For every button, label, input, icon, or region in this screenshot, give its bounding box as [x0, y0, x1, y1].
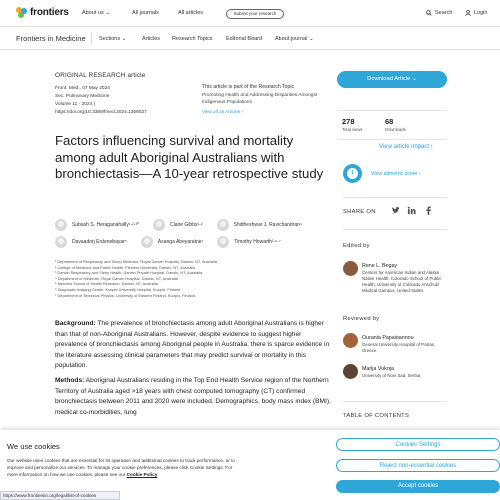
nav-all-articles[interactable]: All articles [178, 10, 204, 16]
reviewer-name: Ourania Papaioannou [362, 335, 414, 341]
background-text: The prevalence of bronchiectasis among adult Aboriginal Australians is higher than that of non-Aboriginal Australians. However, despite evidence to suggest higher prevalence of bronchiectasis among Aboriginal people in Australia, there is sparce evidence in the literature assessing clinical parameters that may predict survival or mortality in this population. [55, 320, 330, 370]
top-navbar [0, 0, 500, 27]
user-icon [465, 10, 471, 16]
accept-cookies-button[interactable]: Accept cookies [336, 480, 500, 493]
chevron-down-icon: ⌄ [105, 10, 110, 16]
editor-affiliation: Centers for American Indian and Alaska Native Health, Colorado School of Public Health, University of Colorado Anschutz Medical Campus, United States [362, 270, 442, 293]
methods-label: Methods: [55, 376, 85, 384]
affiliation: ⁵ Menzies School of Health Research, Darwin, NT, Australia [55, 281, 158, 287]
reviewed-by-label: Reviewed by [343, 316, 380, 322]
reject-cookies-button[interactable]: Reject non-essential cookies [336, 459, 500, 472]
status-bar-url: https://www.frontiersin.org/legal/list-of-cookies [0, 491, 120, 500]
facebook-icon[interactable] [424, 206, 433, 215]
research-topic-name[interactable]: Promoting Health and Addressing Disparities Amongst Indigenous Populations [202, 93, 318, 105]
journal-navbar [0, 27, 500, 50]
doi-link[interactable]: https://doi.org/10.3389/fmed.2024.1366037 [55, 110, 147, 115]
affiliation: ⁷ Department of Technical Physics, University of Eastern Finland, Kuopio, Finland [55, 292, 195, 298]
author-avatar [55, 236, 67, 248]
twitter-icon[interactable] [391, 206, 400, 215]
author-name[interactable]: Asanga Abeyaratne¹ [157, 239, 204, 245]
views-count: 278 [342, 117, 355, 126]
affiliation: ⁴ Department of Medicine, Royal Darwin Hospital, Darwin, NT, Australia [55, 275, 178, 281]
reviewer-affiliation: General University Hospital of Patras, Greece [362, 342, 436, 353]
download-article-button[interactable]: Download Article ⌄ [337, 71, 447, 88]
cookie-text: Our website uses cookies that are essential for its operation and additional cookies to track performance, or to improve and personalize our services. To manage your cookie preferences, please click Cookie Settings. For more information on how we use cookies, please see our Cookie Policy [7, 458, 235, 478]
views-label: Total views [342, 127, 363, 132]
article-type: ORIGINAL RESEARCH article [55, 72, 146, 79]
linkedin-icon[interactable] [407, 206, 416, 215]
editor-card[interactable] [343, 261, 450, 294]
total-views-stat [342, 117, 362, 132]
author-avatar [153, 219, 165, 231]
reviewer-card[interactable] [343, 364, 450, 379]
search-button[interactable]: Search [426, 10, 452, 16]
divider [343, 229, 447, 230]
altmetric-badge[interactable] [343, 164, 362, 183]
frontiers-logo-icon [16, 7, 27, 18]
editor-name: Rene L. Begay [362, 263, 398, 269]
nav-editorial-board[interactable]: Editorial Board [226, 35, 263, 42]
table-of-contents-label[interactable]: TABLE OF CONTENTS [343, 413, 410, 419]
frontiers-logo[interactable] [16, 7, 69, 18]
reviewer-avatar [343, 364, 358, 379]
view-article-impact-link[interactable]: View article impact › [379, 144, 433, 150]
share-on-label: SHARE ON [343, 209, 376, 215]
affiliation: ² College of Medicine and Public Health, Flinders University, Darwin, NT, Australia [55, 264, 196, 270]
downloads-stat [385, 117, 406, 132]
cookie-policy-link[interactable]: Cookie Policy [126, 472, 158, 478]
brand-name: frontiers [30, 7, 69, 18]
divider [343, 401, 447, 402]
cookie-title: We use cookies [7, 442, 60, 451]
chevron-down-icon: ⌄ [411, 76, 417, 82]
article-title: Factors influencing survival and mortality among adult Aboriginal Australians with bronchiectasis—A 10-year retrospective study [55, 133, 324, 181]
nav-about-journal[interactable]: About journal ⌄ [275, 35, 314, 42]
cookie-banner [0, 430, 500, 500]
author-name[interactable]: Claire Gibbs¹·² [169, 222, 203, 228]
authors-row-2 [55, 236, 281, 248]
view-altmetric-link[interactable]: View altmetric score › [371, 171, 421, 177]
downloads-label: Downloads [385, 127, 406, 132]
journal-section[interactable]: Sec. Pulmonary Medicine [55, 94, 110, 99]
altmetric-score: 1 [347, 168, 358, 179]
abstract-background [55, 319, 335, 372]
author-avatar [217, 219, 229, 231]
divider [91, 32, 92, 45]
affiliation: ¹ Department of Respiratory and Sleep Medicine, Royal Darwin Hospital, Darwin, NT, Australia [55, 259, 217, 264]
submit-research-button[interactable]: Submit your research [226, 9, 284, 19]
background-label: Background: [55, 320, 96, 327]
author-name[interactable]: Subash S. Heraganahally¹·²·³* [72, 222, 139, 228]
editor-avatar [343, 261, 358, 276]
authors-row-1 [55, 219, 302, 231]
article-stats [337, 110, 447, 140]
affiliation: ³ Darwin Respiratory and Sleep Health, Darwin Private Hospital, Darwin, NT, Australia [55, 270, 203, 276]
journal-title[interactable]: Frontiers in Medicine [16, 34, 86, 43]
search-icon [426, 10, 432, 16]
chevron-down-icon: ⌄ [308, 35, 314, 42]
author-avatar [141, 236, 153, 248]
nav-research-topics[interactable]: Research Topics [172, 35, 213, 42]
methods-text: Aboriginal Australians residing in the Top End Health Service region of the Northern Territory of Australia aged >18 years with chest computed tomography (CT) confirmed bronchiectasis between 2011 and 2020 were included. Demographics, body mass index (BMI), medical co-morbidities, lung [55, 376, 331, 416]
affiliation: ⁶ Diagnostic Imaging Center, Kuopio University Hospital, Kuopio, Finland [55, 286, 181, 292]
view-all-articles-link[interactable]: View all 16 Articles › [202, 109, 244, 114]
volume-info[interactable]: Volume 11 - 2024 | [55, 102, 95, 107]
login-button[interactable]: Login [465, 10, 487, 16]
reviewer-name: Marija Vukoja [362, 366, 394, 372]
reviewer-card[interactable] [343, 333, 450, 354]
author-name[interactable]: Davaadorj Erdenebayar⁵ [72, 239, 127, 245]
reviewer-affiliation: University of Novi Sad, Serbia [362, 373, 421, 378]
affiliations-list [55, 259, 335, 298]
nav-all-journals[interactable]: All journals [132, 10, 159, 16]
reviewer-avatar [343, 333, 358, 348]
downloads-count: 68 [385, 117, 394, 126]
chevron-down-icon: ⌄ [121, 35, 127, 42]
abstract [55, 319, 335, 418]
nav-about-us[interactable]: About us ⌄ [82, 10, 110, 16]
research-topic-box [202, 84, 337, 114]
edited-by-label: Edited by [343, 243, 370, 249]
journal-date: Front. Med., 07 May 2024 [55, 86, 110, 91]
abstract-methods [55, 376, 335, 418]
nav-articles[interactable]: Articles [142, 35, 161, 42]
author-avatar [55, 219, 67, 231]
author-avatar [217, 236, 229, 248]
nav-sections[interactable]: Sections ⌄ [99, 35, 127, 42]
author-name[interactable]: Shidheshwar J. Ravichandran⁴ [233, 222, 303, 228]
research-topic-intro: This article is part of the Research Topic [202, 84, 295, 90]
cookies-settings-button[interactable]: Cookies Settings [336, 438, 500, 451]
divider [343, 197, 447, 198]
author-name[interactable]: Timothy Howarth²·⁶·⁷ [234, 239, 281, 245]
